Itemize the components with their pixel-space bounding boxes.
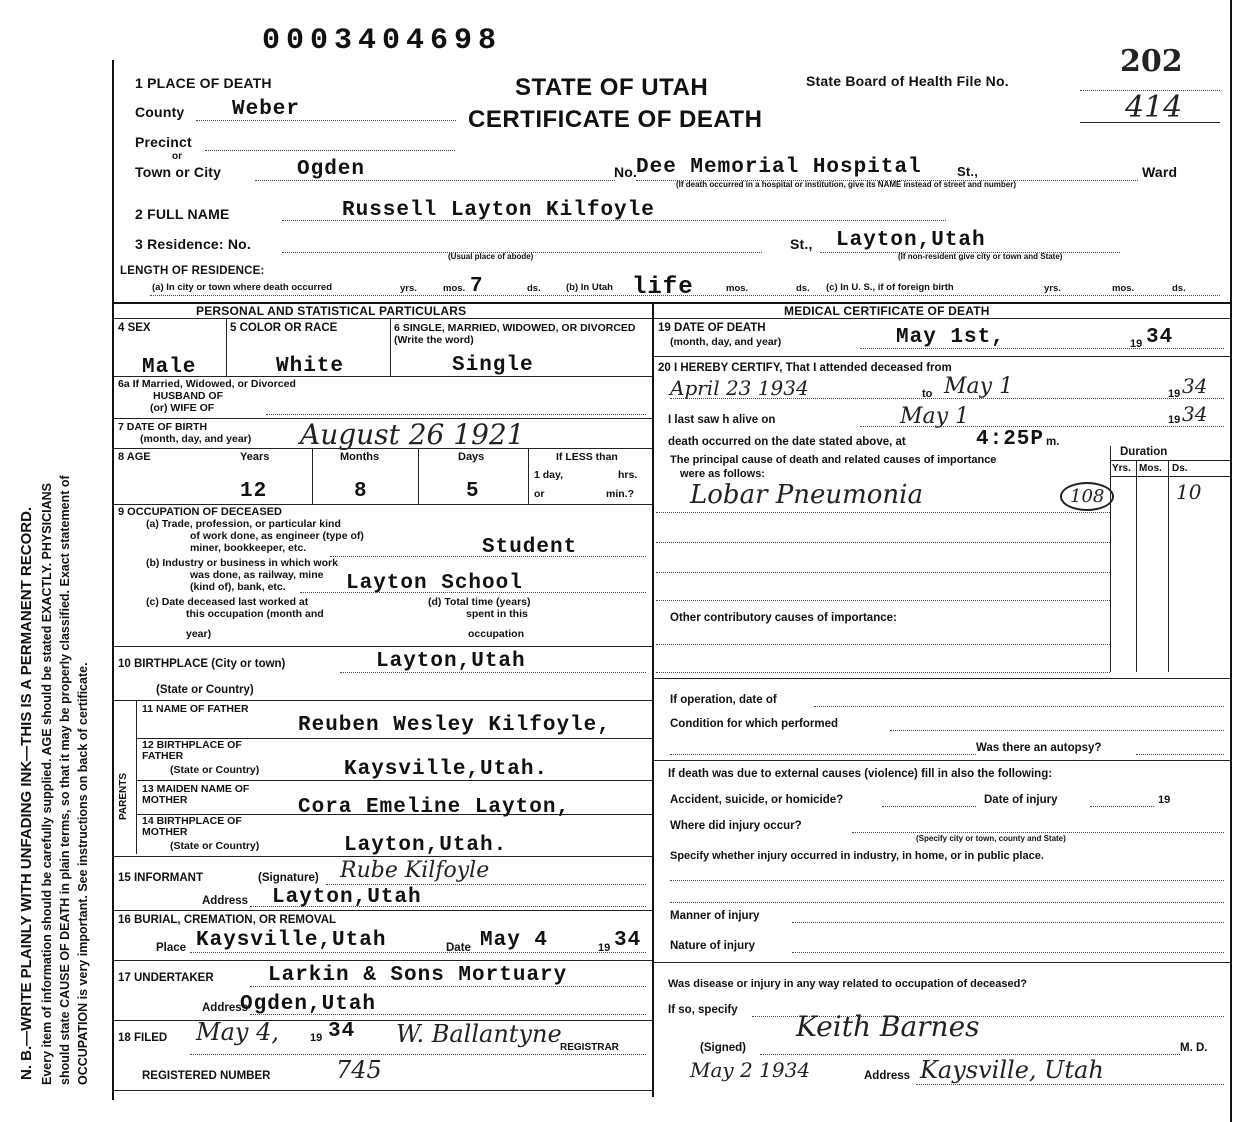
local-file-number: 414 <box>1125 90 1183 125</box>
dob-label-2: (month, day, and year) <box>140 433 252 445</box>
father-birthplace-sub: (State or Country) <box>170 764 260 776</box>
registered-number: 745 <box>336 1056 382 1084</box>
full-name-label: 2 FULL NAME <box>135 206 230 222</box>
time-of-death: 4:25P <box>976 428 1045 451</box>
physician-address-label: Address <box>864 1070 911 1082</box>
physician-sign-date: May 2 1934 <box>690 1058 811 1082</box>
occ-a-2: of work done, as engineer (type of) <box>190 530 364 542</box>
parents-side-label: PARENTS <box>118 772 129 820</box>
industry-value: Layton School <box>346 572 523 595</box>
undertaker-address-label: Address <box>202 1002 249 1014</box>
nature-label: Nature of injury <box>670 940 755 952</box>
document-number: 0003404698 <box>262 24 503 58</box>
informant-signature: Rube Kilfoyle <box>340 858 490 883</box>
burial-year-prefix: 19 <box>598 942 611 954</box>
color-label: 5 COLOR OR RACE <box>230 322 338 334</box>
hospital-note: (If death occurred in a hospital or institution, give its NAME instead of street and number) <box>676 180 1017 189</box>
date-of-death-label-1: 19 DATE OF DEATH <box>658 322 766 334</box>
where-injury-label: Where did injury occur? <box>670 820 802 832</box>
mos-column: Mos. <box>1139 463 1162 474</box>
hospital-value: Dee Memorial Hospital <box>636 156 922 179</box>
city-ds-label: ds. <box>527 283 541 294</box>
signature-label: (Signature) <box>258 872 319 884</box>
marital-value: Single <box>452 354 534 377</box>
nonresident-note: (If non-resident give city or town and State) <box>898 252 1063 261</box>
form-left-border <box>112 60 114 1100</box>
spouse-label-3: (or) WIFE OF <box>150 402 215 414</box>
residence-value: Layton,Utah <box>836 229 986 252</box>
mother-label: 13 MAIDEN NAME OF MOTHER <box>142 783 250 806</box>
county-label: County <box>135 104 185 120</box>
occupation-value: Student <box>482 536 578 559</box>
attended-to-year: 34 <box>1182 374 1208 398</box>
utah-ds-label: ds. <box>796 283 810 294</box>
or-min-label: or <box>534 488 545 500</box>
filed-date: May 4, <box>196 1018 279 1046</box>
attended-from-date: April 23 1934 <box>670 376 809 400</box>
state-file-number: 202 <box>1120 44 1183 79</box>
ward-label: Ward <box>1142 164 1178 180</box>
filed-year-prefix: 19 <box>310 1032 323 1044</box>
last-saw-label: I last saw h alive on <box>668 414 776 426</box>
father-label: 11 NAME OF FATHER <box>142 703 249 715</box>
sex-value: Male <box>142 356 197 379</box>
margin-instructions-1: Every item of information should be carefully supplied. AGE should be stated EXACTLY. PHYSICIANS <box>40 483 54 1085</box>
county-value: Weber <box>232 98 301 121</box>
us-ds-label: ds. <box>1172 283 1186 294</box>
min-label: min.? <box>606 488 634 500</box>
margin-instructions-2: should state CAUSE OF DEATH in plain terms, so that it may be properly classified. Exact statement of <box>58 475 72 1085</box>
less-than-label: If LESS than <box>556 451 618 463</box>
duration-label: Duration <box>1120 446 1168 458</box>
manner-label: Manner of injury <box>670 910 760 922</box>
where-note: (Specify city or town, county and State) <box>916 834 1066 843</box>
informant-address: Layton,Utah <box>272 886 422 909</box>
one-day-label: 1 day, <box>534 469 563 481</box>
last-saw-date: May 1 <box>900 404 970 429</box>
us-mos-label: mos. <box>1112 283 1135 294</box>
occupation-label: 9 OCCUPATION OF DECEASED <box>118 506 282 518</box>
occ-c-1: (c) Date deceased last worked at <box>146 596 309 608</box>
length-of-residence-label: LENGTH OF RESIDENCE: <box>120 265 265 277</box>
cause-of-death: Lobar Pneumonia <box>690 480 923 510</box>
utah-residence-label: (b) In Utah <box>566 282 613 293</box>
color-value: White <box>276 355 345 378</box>
town-label: Town or City <box>135 164 222 180</box>
medical-heading: MEDICAL CERTIFICATE OF DEATH <box>784 304 990 318</box>
place-of-death-heading: 1 PLACE OF DEATH <box>135 75 272 91</box>
death-occurred-label: death occurred on the date stated above, at <box>668 436 906 448</box>
age-years: 12 <box>240 480 268 503</box>
to-year-prefix: 19 <box>1168 388 1181 400</box>
birthplace-label: 10 BIRTHPLACE (City or town) <box>118 658 286 670</box>
state-board-label: State Board of Health File No. <box>806 73 1009 89</box>
margin-instructions-3: OCCUPATION is very important. See instructions on back of certificate. <box>76 662 90 1085</box>
mother-birthplace-sub: (State or Country) <box>170 840 260 852</box>
to-label: to <box>922 388 933 400</box>
specify-injury-label: Specify whether injury occurred in industry, in home, or in public place. <box>670 850 1044 862</box>
dob-value: August 26 1921 <box>300 418 525 451</box>
occ-d-2: spent in this <box>466 608 528 620</box>
operation-label: If operation, date of <box>670 694 777 706</box>
city-residence-value: 7 <box>470 275 484 298</box>
principal-cause-label: The principal cause of death and related causes of importance <box>670 454 997 466</box>
md-label: M. D. <box>1180 1042 1208 1054</box>
undertaker-label: 17 UNDERTAKER <box>118 972 214 984</box>
condition-label: Condition for which performed <box>670 718 839 730</box>
city-residence-label: (a) In city or town where death occurred <box>152 282 333 293</box>
father-birthplace-label: 12 BIRTHPLACE OF FATHER <box>142 739 242 762</box>
saw-year-prefix: 19 <box>1168 414 1181 426</box>
burial-date: May 4 <box>480 929 549 952</box>
date-of-death-value: May 1st, <box>896 326 1005 349</box>
burial-date-label: Date <box>446 942 471 954</box>
injury-date-label: Date of injury <box>984 794 1058 806</box>
mother-birthplace-value: Layton,Utah. <box>344 834 508 857</box>
marital-label: 6 SINGLE, MARRIED, WIDOWED, OR DIVORCED (Write the word) <box>394 322 636 346</box>
spouse-label-1: 6a If Married, Widowed, or Divorced <box>118 378 296 390</box>
undertaker-address: Ogden,Utah <box>240 993 377 1016</box>
form-right-border <box>1230 0 1232 1122</box>
duration-days: 10 <box>1176 480 1202 504</box>
days-label: Days <box>458 451 485 463</box>
informant-address-label: Address <box>202 895 249 907</box>
undertaker-value: Larkin & Sons Mortuary <box>268 964 568 987</box>
residence-label: 3 Residence: No. <box>135 236 252 252</box>
usual-abode-note: (Usual place of abode) <box>448 252 534 261</box>
hrs-label: hrs. <box>618 469 638 481</box>
cause-code: 108 <box>1060 482 1114 511</box>
date-of-death-year: 34 <box>1146 326 1174 349</box>
occ-b-1: (b) Industry or business in which work <box>146 557 338 569</box>
burial-place: Kaysville,Utah <box>196 929 387 952</box>
utah-residence-value: life <box>632 274 694 301</box>
registrar-signature: W. Ballantyne <box>396 1020 562 1048</box>
registrar-label: REGISTRAR <box>560 1042 619 1053</box>
or-label: or <box>172 151 182 162</box>
sex-label: 4 SEX <box>118 322 151 334</box>
occ-d-1: (d) Total time (years) <box>428 596 531 608</box>
street-no-label: No. <box>614 164 638 180</box>
us-yrs-label: yrs. <box>1044 283 1061 294</box>
occ-b-2: was done, as railway, mine <box>190 569 324 581</box>
spouse-label-2: HUSBAND OF <box>153 390 223 402</box>
mother-value: Cora Emeline Layton, <box>298 796 571 819</box>
filed-label: 18 FILED <box>118 1032 168 1044</box>
city-yrs-label: yrs. <box>400 283 417 294</box>
birthplace-value: Layton,Utah <box>376 650 526 673</box>
physician-signature: Keith Barnes <box>796 1010 980 1043</box>
ds-column: Ds. <box>1172 463 1188 474</box>
age-days: 5 <box>466 480 480 503</box>
dod-year-prefix: 19 <box>1130 338 1143 350</box>
town-value: Ogden <box>297 158 366 181</box>
personal-heading: PERSONAL AND STATISTICAL PARTICULARS <box>196 304 467 318</box>
attended-to-date: May 1 <box>944 374 1014 399</box>
years-label: Years <box>240 451 270 463</box>
signed-label: (Signed) <box>700 1042 746 1054</box>
certificate-title: CERTIFICATE OF DEATH <box>468 106 763 133</box>
physician-address: Kaysville, Utah <box>920 1056 1104 1084</box>
were-as-follows-label: were as follows: <box>680 468 765 480</box>
occ-c-2: this occupation (month and <box>186 608 324 620</box>
informant-label: 15 INFORMANT <box>118 872 203 884</box>
state-country-label: (State or Country) <box>156 684 254 696</box>
margin-notice: N. B.—WRITE PLAINLY WITH UNFADING INK—THIS IS A PERMANENT RECORD. <box>18 506 35 1080</box>
age-months: 8 <box>354 480 368 503</box>
filed-year: 34 <box>328 1020 356 1043</box>
related-occupation-label: Was disease or injury in any way related to occupation of deceased? <box>668 978 1028 990</box>
father-value: Reuben Wesley Kilfoyle, <box>298 714 611 737</box>
autopsy-label: Was there an autopsy? <box>976 742 1102 754</box>
father-birthplace-value: Kaysville,Utah. <box>344 758 549 781</box>
months-label: Months <box>340 451 380 463</box>
yrs-column: Yrs. <box>1112 463 1131 474</box>
age-label: 8 AGE <box>118 451 151 463</box>
m-label: m. <box>1046 436 1060 448</box>
full-name-value: Russell Layton Kilfoyle <box>342 199 655 222</box>
occ-b-3: (kind of), bank, etc. <box>190 581 286 593</box>
occ-a-3: miner, bookkeeper, etc. <box>190 542 307 554</box>
precinct-label: Precinct <box>135 134 192 150</box>
certify-label: 20 I HEREBY CERTIFY, That I attended deceased from <box>658 362 952 374</box>
other-causes-label: Other contributory causes of importance: <box>670 612 897 624</box>
occ-a-1: (a) Trade, profession, or particular kind <box>146 518 341 530</box>
accident-label: Accident, suicide, or homicide? <box>670 794 844 806</box>
injury-year-prefix: 19 <box>1158 794 1171 806</box>
external-causes-label: If death was due to external causes (violence) fill in also the following: <box>668 768 1053 780</box>
residence-st-label: St., <box>790 236 813 252</box>
if-so-label: If so, specify <box>668 1004 738 1016</box>
registered-number-label: REGISTERED NUMBER <box>142 1070 271 1082</box>
mother-birthplace-label: 14 BIRTHPLACE OF MOTHER <box>142 815 242 838</box>
column-divider <box>652 302 654 1097</box>
occ-c-3: year) <box>186 628 212 640</box>
burial-label: 16 BURIAL, CREMATION, OR REMOVAL <box>118 914 337 926</box>
us-residence-label: (c) In U. S., if of foreign birth <box>826 282 954 293</box>
burial-place-label: Place <box>156 942 187 954</box>
date-of-death-label-2: (month, day, and year) <box>670 336 782 348</box>
last-saw-year: 34 <box>1182 402 1208 426</box>
burial-year: 34 <box>614 929 642 952</box>
occ-d-3: occupation <box>468 628 525 640</box>
city-mos-label: mos. <box>443 283 466 294</box>
state-header: STATE OF UTAH <box>515 74 709 101</box>
street-label: St., <box>957 164 979 179</box>
dob-label-1: 7 DATE OF BIRTH <box>118 421 208 433</box>
utah-mos-label: mos. <box>726 283 749 294</box>
